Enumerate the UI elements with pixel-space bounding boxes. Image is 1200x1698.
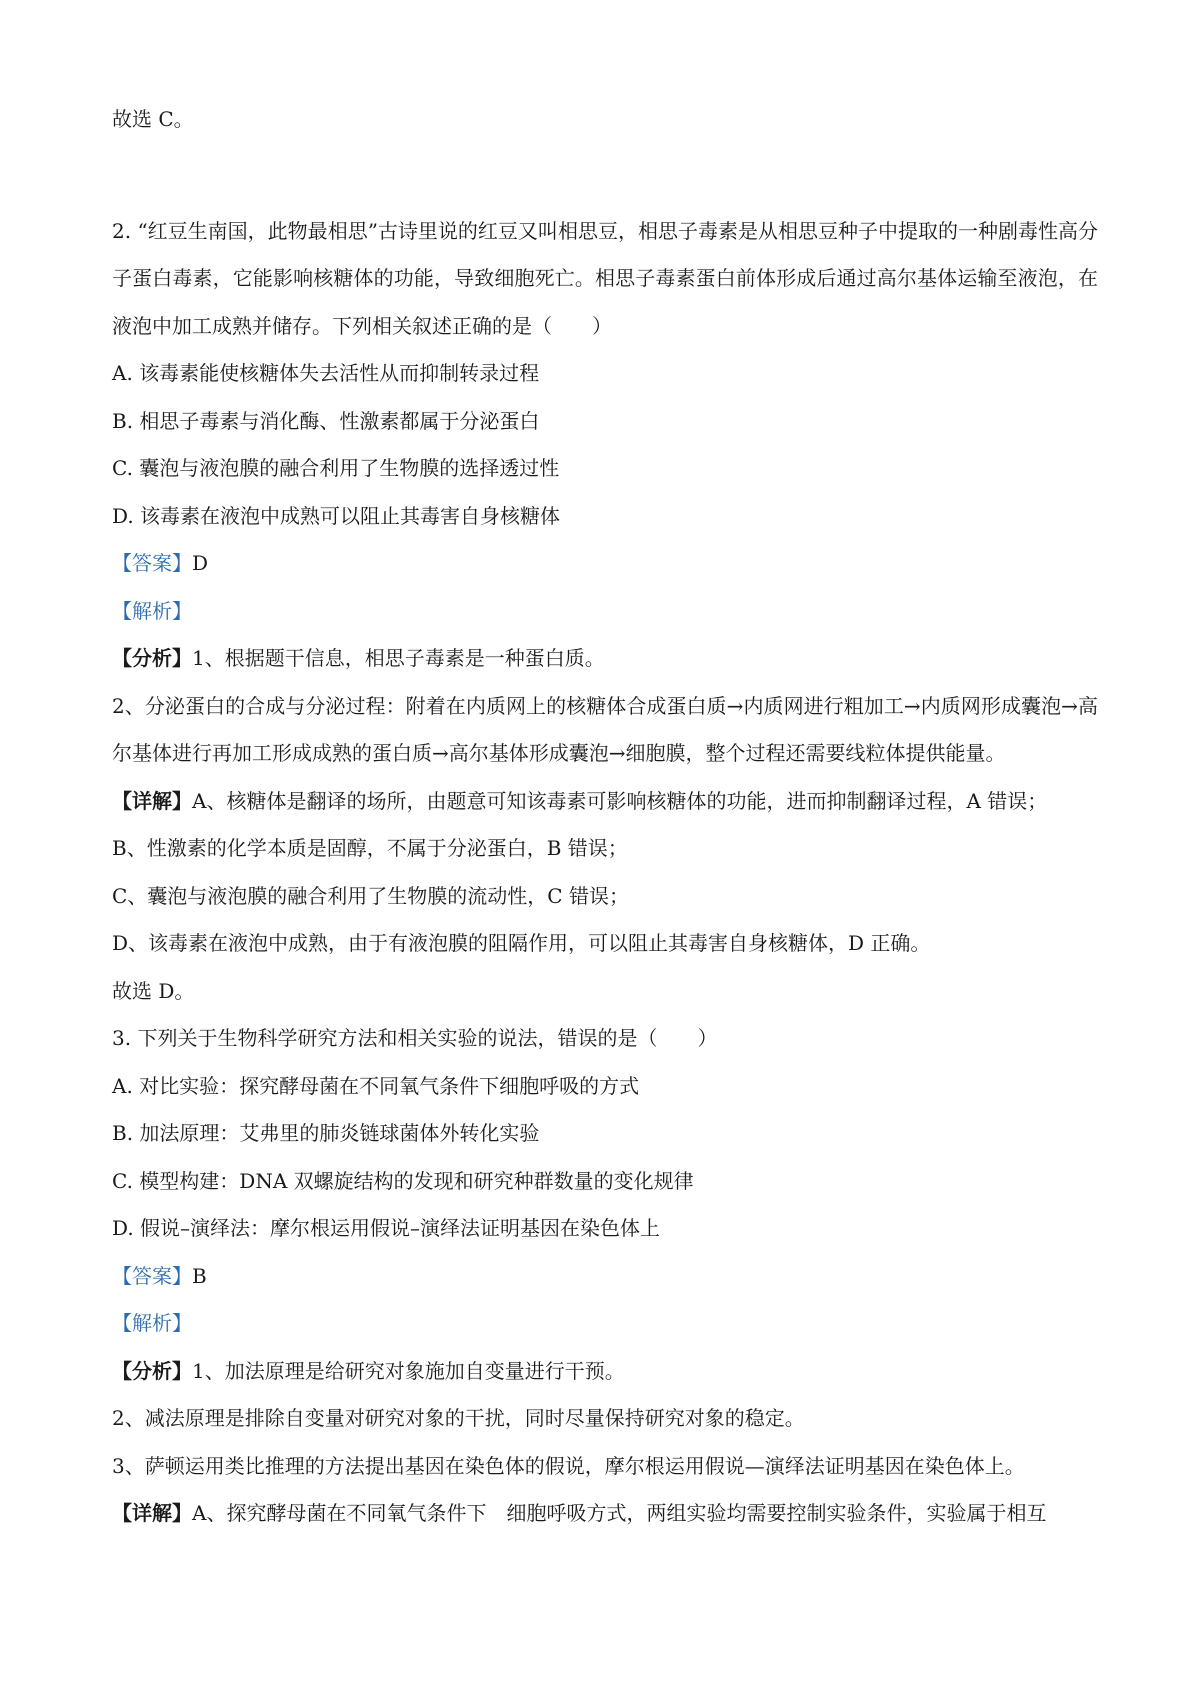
q2-detail-tag: 【详解】 <box>112 788 192 813</box>
q2-fenxi-line <box>112 635 1098 683</box>
q2-detail-c: C、囊泡与液泡膜的融合利用了生物膜的流动性，C 错误； <box>112 883 629 908</box>
q2-fenxi-1: 1、根据题干信息，相思子毒素是一种蛋白质。 <box>192 646 605 670</box>
q3-answer-tag: 【答案】 <box>112 1263 192 1288</box>
spacer <box>112 144 1098 208</box>
q3-detail-line <box>112 1490 1098 1538</box>
q2-detail-line <box>112 778 1098 826</box>
q2-answer-line <box>112 540 1098 588</box>
q2-option-b: B. 相思子毒素与消化酶、性激素都属于分泌蛋白 <box>112 408 540 433</box>
q2-fenxi-2: 2、分泌蛋白的合成与分泌过程：附着在内质网上的核糖体合成蛋白质→内质网进行粗加工→内质网形成囊泡→高尔基体进行再加工形成成熟的蛋白质→高尔基体形成囊泡→细胞膜，整个过程还需要线粒体提供能量。 <box>112 693 1098 765</box>
q2-option-d: D. 该毒素在液泡中成熟可以阻止其毒害自身核糖体 <box>112 503 561 528</box>
q3-detail-tag: 【详解】 <box>112 1501 192 1525</box>
q2-conclusion: 故选 D。 <box>112 978 195 1003</box>
q2-analysis-line <box>112 588 1098 636</box>
q2-fenxi-tag: 【分析】 <box>112 646 192 670</box>
q2-detail-b: B、性激素的化学本质是固醇，不属于分泌蛋白，B 错误； <box>112 836 628 860</box>
q2-stem: 2. “红豆生南国，此物最相思”古诗里说的红豆又叫相思豆，相思子毒素是从相思豆种子中提取的一种剧毒性高分子蛋白毒素，它能影响核糖体的功能，导致细胞死亡。相思子毒素蛋白前体形成后通过高尔基体运输至液泡，在液泡中加工成熟并储存。下列相关叙述正确的是（ ） <box>112 218 1098 338</box>
q2-detail-d: D、该毒素在液泡中成熟，由于有液泡膜的阻隔作用，可以阻止其毒害自身核糖体，D 正确。 <box>112 931 931 955</box>
q3-fenxi-1: 1、加法原理是给研究对象施加自变量进行干预。 <box>192 1358 625 1383</box>
q3-answer: B <box>192 1263 207 1288</box>
q3-stem: 3. 下列关于生物科学研究方法和相关实验的说法，错误的是（ ） <box>112 1026 718 1050</box>
q2-detail-a: A、核糖体是翻译的场所，由题意可知该毒素可影响核糖体的功能，进而抑制翻译过程，A 错误； <box>192 788 1048 813</box>
q2-option-c: C. 囊泡与液泡膜的融合利用了生物膜的选择透过性 <box>112 456 560 480</box>
q3-answer-line <box>112 1253 1098 1301</box>
prev-conclusion: 故选 C。 <box>112 107 194 131</box>
q3-fenxi-tag: 【分析】 <box>112 1358 192 1383</box>
q3-fenxi-line <box>112 1348 1098 1396</box>
q2-answer: D <box>192 551 209 575</box>
q3-option-b: B. 加法原理：艾弗里的肺炎链球菌体外转化实验 <box>112 1121 540 1145</box>
document-page <box>112 96 1098 1538</box>
q3-fenxi-2: 2、减法原理是排除自变量对研究对象的干扰，同时尽量保持研究对象的稳定。 <box>112 1406 805 1430</box>
q3-analysis-tag: 【解析】 <box>112 1311 192 1335</box>
q3-detail-a: A、探究酵母菌在不同氧气条件下 细胞呼吸方式，两组实验均需要控制实验条件，实验属于相互 <box>192 1501 1047 1525</box>
q2-analysis-tag: 【解析】 <box>112 598 192 623</box>
q3-option-d: D. 假说–演绎法：摩尔根运用假说–演绎法证明基因在染色体上 <box>112 1216 661 1240</box>
q3-analysis-line <box>112 1300 1098 1348</box>
q2-option-a: A. 该毒素能使核糖体失去活性从而抑制转录过程 <box>112 361 540 385</box>
q3-fenxi-3: 3、萨顿运用类比推理的方法提出基因在染色体的假说，摩尔根运用假说—演绎法证明基因在染色体上。 <box>112 1453 1025 1478</box>
q3-option-a: A. 对比实验：探究酵母菌在不同氧气条件下细胞呼吸的方式 <box>112 1073 640 1098</box>
q2-answer-tag: 【答案】 <box>112 551 192 575</box>
q3-option-c: C. 模型构建：DNA 双螺旋结构的发现和研究种群数量的变化规律 <box>112 1168 694 1193</box>
